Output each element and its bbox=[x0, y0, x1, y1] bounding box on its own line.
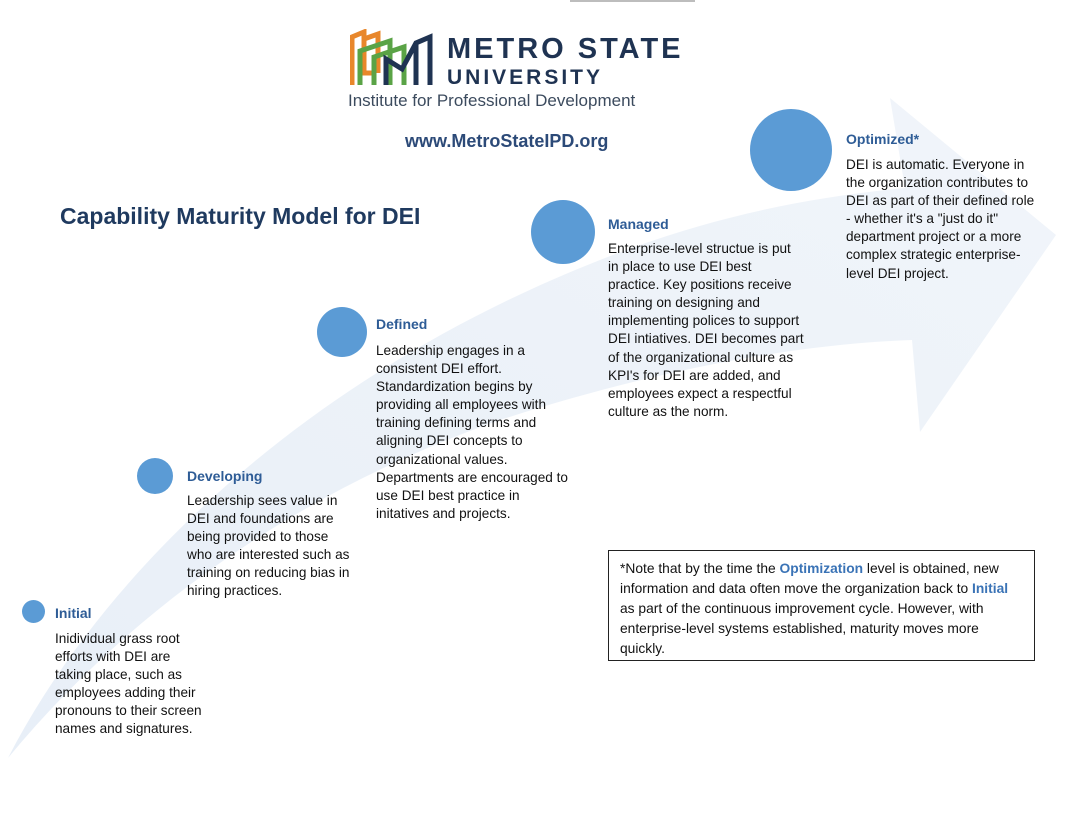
stage-managed-description: Enterprise-level structue is put in place to use DEI best practice. Key positions receive training on designing and implementing polices to support DEI intiatives. DEI becomes part of the organizational culture as KPI's for DEI are added, and employees expect a respectful culture as the norm. bbox=[608, 241, 804, 419]
note-text-middle: level is obtained, new information and data often move the organization back to bbox=[620, 561, 999, 596]
stage-defined-description: Leadership engages in a consistent DEI effort. Standardization begins by providing all employees with training defining terms and aligning DEI concepts to organizational values. Departments are encouraged to use DEI best practice in initatives and projects. bbox=[376, 343, 568, 521]
note-highlight-initial: Initial bbox=[972, 581, 1009, 596]
stage-optimized-description: DEI is automatic. Everyone in the organization contributes to DEI as part of their defined role - whether it's a "just do it" department project or a more complex strategic enterprise-level DEI project. bbox=[846, 157, 1035, 281]
stage-managed-title: Managed bbox=[608, 216, 669, 232]
stage-defined-marker bbox=[317, 307, 367, 357]
note-text-end: as part of the continuous improvement cycle. However, with enterprise-level systems established, maturity moves more quickly. bbox=[620, 601, 984, 656]
stage-defined-title: Defined bbox=[376, 316, 428, 332]
stage-initial-description: Inidividual grass root efforts with DEI are taking place, such as employees adding their pronouns to their screen names and signatures. bbox=[55, 631, 202, 737]
diagram-title: Capability Maturity Model for DEI bbox=[60, 203, 421, 229]
stage-initial-title: Initial bbox=[55, 605, 92, 621]
logo-title-line1: METRO STATE bbox=[447, 33, 684, 65]
optimization-note bbox=[608, 550, 1035, 661]
note-highlight-optimization: Optimization bbox=[779, 561, 864, 576]
stage-developing-description: Leadership sees value in DEI and foundations are being provided to those who are interested such as training on reducing bias in hiring practices. bbox=[187, 493, 350, 599]
stage-managed-marker bbox=[531, 200, 595, 264]
stage-optimized-marker bbox=[750, 109, 832, 191]
logo-title-line2: UNIVERSITY bbox=[447, 66, 604, 89]
stage-developing-title: Developing bbox=[187, 468, 263, 484]
stage-developing-marker bbox=[137, 458, 173, 494]
logo-subtitle: Institute for Professional Development bbox=[348, 91, 636, 110]
stage-optimized-title: Optimized* bbox=[846, 131, 920, 147]
website-url: www.MetroStateIPD.org bbox=[405, 131, 609, 151]
university-logo-mark bbox=[350, 29, 436, 87]
stage-initial-marker bbox=[22, 600, 45, 623]
note-text-start: *Note that by the time the bbox=[620, 561, 780, 576]
